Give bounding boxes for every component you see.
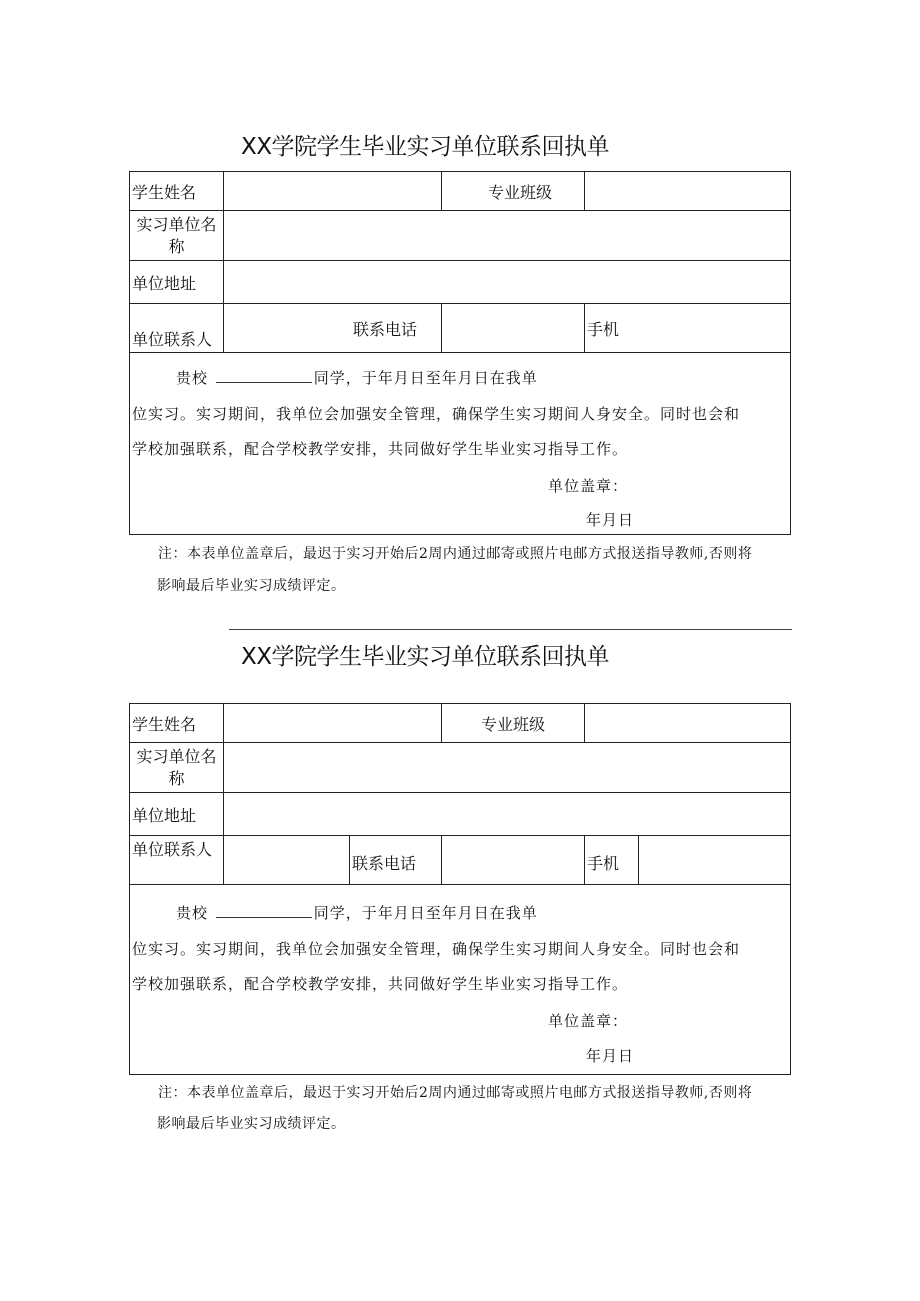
confirmation-body (130, 353, 791, 535)
mobile-label: 手机 (585, 836, 639, 885)
unit-contact-label: 单位联系人 (130, 304, 224, 353)
body-line-1 (176, 902, 538, 923)
unit-name-field[interactable] (224, 743, 791, 793)
contact-phone-field[interactable] (442, 304, 585, 353)
contact-phone-label: 联系电话 (224, 304, 442, 353)
form-1-note-line-1: 注：本表单位盖章后，最迟于实习开始后2周内通过邮寄或照片电邮方式报送指导教师,否则将 (158, 546, 753, 562)
unit-seal-label: 单位盖章： (548, 1012, 629, 1030)
form-1-note-line-2: 影响最后毕业实习成绩评定。 (157, 578, 346, 594)
form-1-table (129, 171, 791, 535)
student-name-blank[interactable] (216, 368, 312, 383)
major-class-field[interactable] (585, 172, 791, 211)
body-line-3: 学校加强联系，配合学校教学安排，共同做好学生毕业实习指导工作。 (132, 975, 629, 993)
form-2-note-line-2: 影响最后毕业实习成绩评定。 (157, 1116, 346, 1132)
body-line-1-text: 同学，于年月日至年月日在我单 (313, 904, 538, 922)
student-name-field[interactable] (224, 704, 442, 743)
major-class-field[interactable] (585, 704, 791, 743)
unit-address-label: 单位地址 (130, 793, 224, 836)
student-name-field[interactable] (224, 172, 442, 211)
student-name-label: 学生姓名 (130, 704, 224, 743)
unit-address-field[interactable] (224, 261, 791, 304)
salutation: 贵校 (176, 904, 209, 922)
seal-date: 年月日 (586, 511, 635, 529)
unit-address-label: 单位地址 (130, 261, 224, 304)
unit-seal-label: 单位盖章： (548, 477, 629, 495)
unit-address-field[interactable] (224, 793, 791, 836)
unit-name-label-line1: 实习单位名 (136, 746, 217, 766)
page-divider (229, 629, 792, 630)
unit-name-label-line2: 称 (168, 768, 185, 788)
form-2-title: XX学院学生毕业实习单位联系回执单 (240, 644, 609, 670)
contact-phone-field[interactable] (442, 836, 585, 885)
body-line-1-text: 同学，于年月日至年月日在我单 (313, 369, 538, 387)
unit-name-label-line1: 实习单位名 (136, 214, 217, 234)
unit-name-label-line2: 称 (168, 236, 185, 256)
body-line-1 (176, 367, 538, 388)
form-1-title: XX学院学生毕业实习单位联系回执单 (240, 134, 609, 160)
confirmation-body (130, 885, 791, 1075)
unit-contact-label: 单位联系人 (130, 836, 224, 885)
mobile-label: 手机 (585, 304, 791, 353)
contact-phone-label: 联系电话 (350, 836, 442, 885)
seal-date: 年月日 (586, 1047, 635, 1065)
salutation: 贵校 (176, 369, 209, 387)
form-2-note-line-1: 注：本表单位盖章后，最迟于实习开始后2周内通过邮寄或照片电邮方式报送指导教师,否则将 (158, 1085, 753, 1101)
unit-name-field[interactable] (224, 211, 791, 261)
major-class-label: 专业班级 (442, 704, 585, 743)
student-name-blank[interactable] (216, 903, 312, 918)
unit-name-label (130, 211, 224, 261)
body-line-2: 位实习。实习期间，我单位会加强安全管理，确保学生实习期间人身安全。同时也会和 (132, 405, 741, 423)
unit-name-label (130, 743, 224, 793)
mobile-field[interactable] (639, 836, 791, 885)
contact-spacer-cell (224, 836, 350, 885)
body-line-3: 学校加强联系，配合学校教学安排，共同做好学生毕业实习指导工作。 (132, 440, 629, 458)
form-2-table (129, 703, 791, 1075)
student-name-label: 学生姓名 (130, 172, 224, 211)
body-line-2: 位实习。实习期间，我单位会加强安全管理，确保学生实习期间人身安全。同时也会和 (132, 940, 741, 958)
major-class-label: 专业班级 (442, 172, 585, 211)
